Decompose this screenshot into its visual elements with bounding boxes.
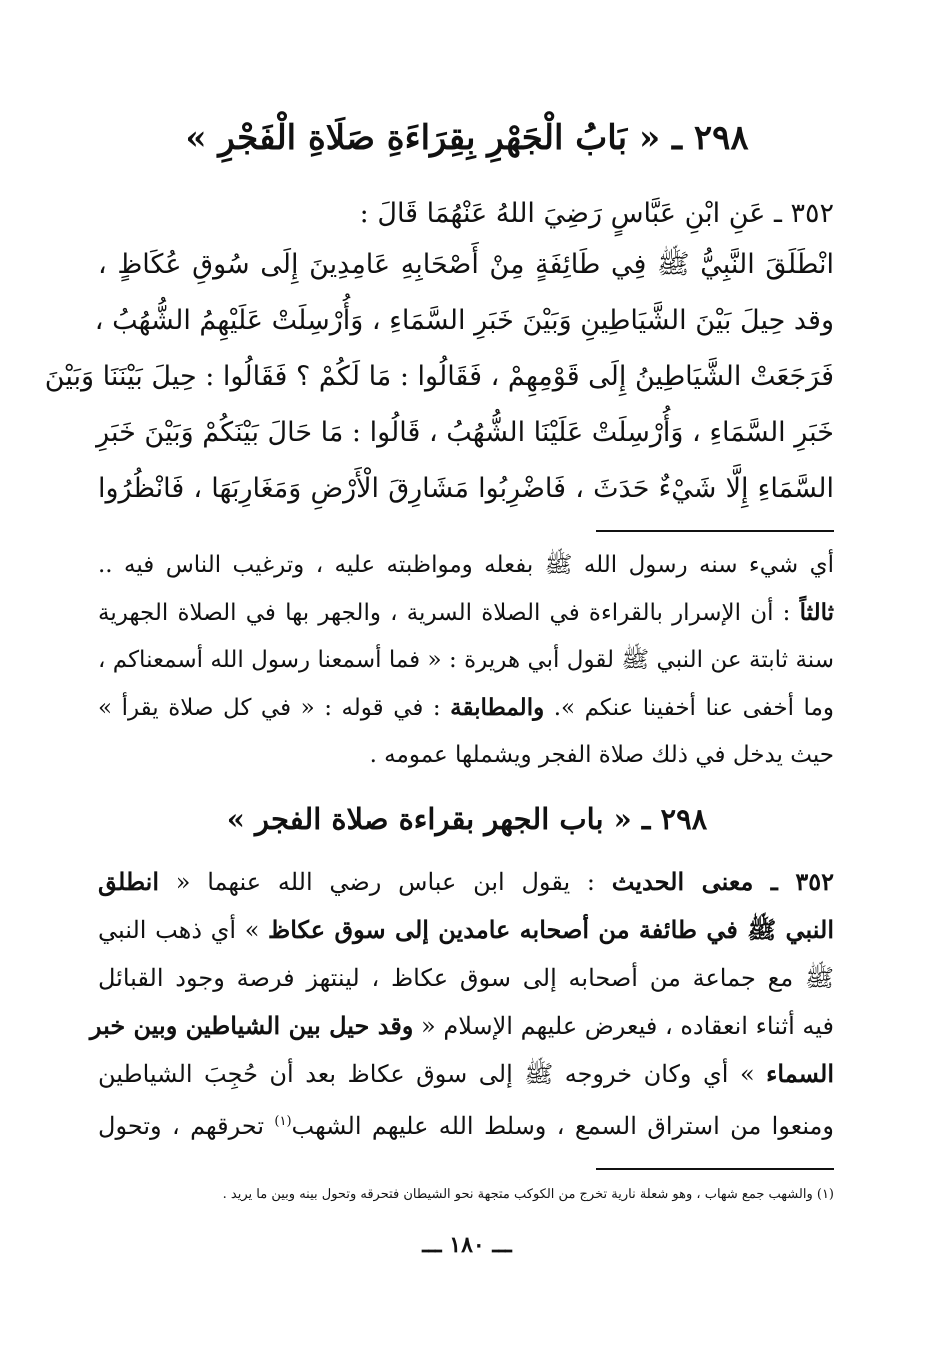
meaning-line: ﷺ مع جماعة من أصحابه إلى سوق عكاظ ، لينتهز فرصة وجود القبائل — [98, 964, 834, 992]
hadith-intro — [98, 186, 834, 242]
commentary-line — [98, 684, 834, 732]
hadith-line: انْطَلَقَ النَّبِيُّ ﷺ فِي طَائِفَةٍ مِنْ أَصْحَابِهِ عَامِدِينَ إِلَى سُوقِ عُكَاظٍ ، — [98, 249, 834, 280]
meaning-quote: انطلق — [98, 867, 159, 896]
commentary-label-thalithan: ثالثاً — [799, 599, 834, 626]
meaning-line — [98, 858, 834, 906]
meaning-line — [89, 1002, 834, 1050]
meaning-block — [89, 858, 835, 1150]
meaning-text: ومنعوا من استراق السمع ، وسلط الله عليهم الشهب — [291, 1112, 835, 1140]
hadith-line: السَّمَاءِ إِلَّا شَيْءٌ حَدَثَ ، فَاضْرِبُوا مَشَارِقَ الْأَرْضِ وَمَغَارِبَهَا ، فَانْظُرُوا — [98, 473, 834, 504]
commentary-text: وما أخفى عنا أخفينا عنكم ». — [544, 695, 834, 721]
meaning-label: ٣٥٢ ـ معنى الحديث — [611, 867, 835, 896]
meaning-text: تحرقهم ، وتحول — [98, 1112, 275, 1140]
page-number: ـــ ١٨٠ ـــ — [422, 1232, 512, 1258]
meaning-line — [98, 1098, 834, 1150]
commentary-divider — [596, 530, 834, 532]
commentary-line: حيث يدخل في ذلك صلاة الفجر ويشملها عمومه . — [369, 742, 834, 768]
hadith-line: فَرَجَعَتْ الشَّيَاطِينُ إِلَى قَوْمِهِمْ ، فَقَالُوا : مَا لَكُمْ ؟ فَقَالُوا : حِيلَ بَيْنَنَا وَبَيْنَ — [44, 361, 834, 392]
meaning-text: » أي ذهب النبي — [98, 916, 269, 944]
meaning-line — [98, 1050, 834, 1098]
meaning-text: فيه أثناء انعقاده ، فيعرض عليهم الإسلام « — [413, 1012, 834, 1040]
commentary-line: سنة ثابتة عن النبي ﷺ لقول أبي هريرة : « فما أسمعنا رسول الله أسمعناكم ، — [98, 647, 834, 673]
meaning-text: » أي وكان خروجه ﷺ إلى سوق عكاظ بعد أن حُجِبَ الشياطين — [98, 1060, 767, 1088]
commentary-line — [98, 589, 834, 637]
meaning-line — [98, 906, 834, 954]
hadith-text — [44, 237, 834, 517]
meaning-quote: النبي ﷺ في طائفة من أصحابه عامدين إلى سوق عكاظ — [268, 915, 835, 944]
footnote-divider — [596, 1168, 834, 1170]
meaning-text: : يقول ابن عباس رضي الله عنهما « — [159, 868, 612, 896]
commentary-block — [98, 542, 834, 779]
hadith-intro-line: ٣٥٢ ـ عَنِ ابْنِ عَبَّاسٍ رَضِيَ اللهُ عَنْهُمَا قَالَ : — [359, 198, 834, 229]
hadith-line: خَبَرِ السَّمَاءِ ، وَأُرْسِلَتْ عَلَيْنَا الشُّهُبُ ، قَالُوا : مَا حَالَ بَيْنَكُمْ وَبَيْنَ خَبَرِ — [96, 417, 834, 448]
commentary-line: أي شيء سنه رسول الله ﷺ بفعله ومواظبته عليه ، وترغيب الناس فيه .. — [98, 552, 834, 578]
commentary-label-mutabaqa: والمطابقة — [450, 694, 545, 721]
meaning-quote: السماء — [766, 1059, 834, 1088]
footnote: (١) والشهب جمع شهاب ، وهو شعلة نارية تخرج من الكوكب متجهة نحو الشيطان فتحرقه وتحول بينه وبين ما يريد . — [222, 1187, 834, 1202]
commentary-text: : أن الإسرار بالقراءة في الصلاة السرية ، والجهر بها في الصلاة الجهرية — [98, 600, 800, 626]
section-heading: ٢٩٨ ـ « باب الجهر بقراءة صلاة الفجر » — [226, 802, 708, 836]
meaning-quote: وقد حيل بين الشياطين وبين خبر — [89, 1011, 414, 1040]
footnote-ref: (١) — [274, 1114, 292, 1129]
hadith-line: وقد حِيلَ بَيْنَ الشَّيَاطِينِ وَبَيْنَ خَبَرِ السَّمَاءِ ، وَأُرْسِلَتْ عَلَيْهِمُ الشُّهُبُ ، — [94, 305, 834, 336]
commentary-text: : في قوله : « في كل صلاة يقرأ » — [98, 695, 451, 721]
chapter-heading: ٢٩٨ ـ « بَابُ الْجَهْرِ بِقِرَاءَةِ صَلَاةِ الْفَجْرِ » — [185, 118, 749, 158]
